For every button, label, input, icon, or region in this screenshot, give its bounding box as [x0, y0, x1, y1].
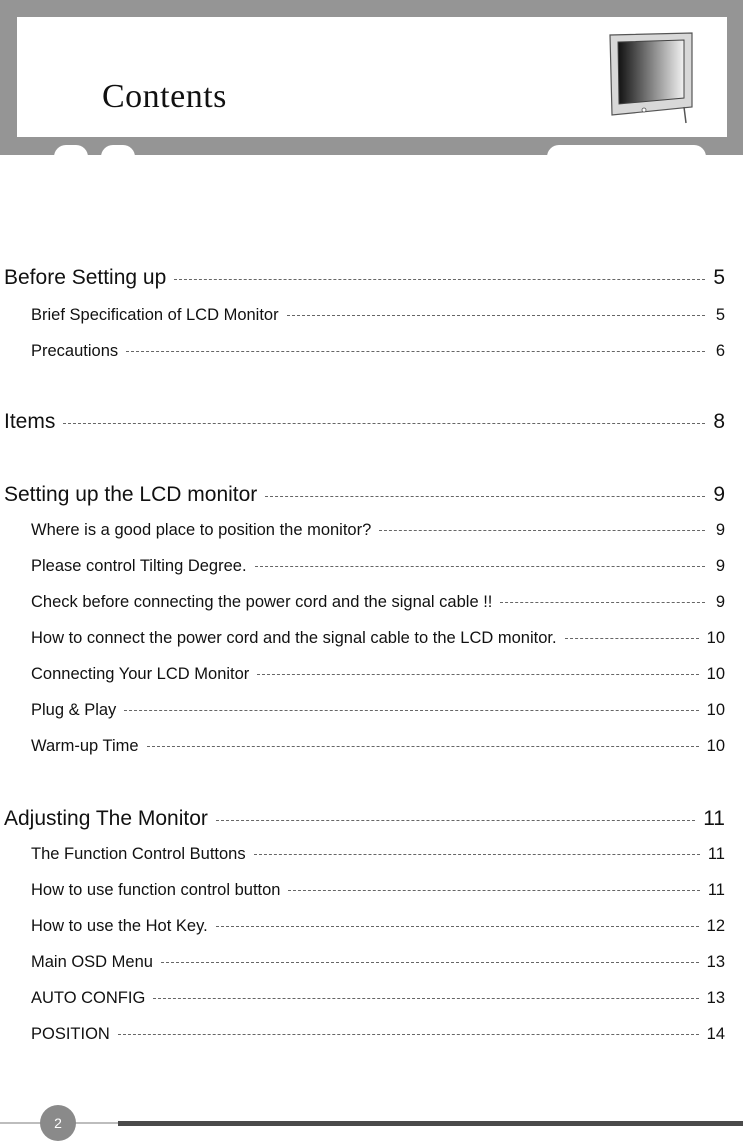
header-tab-3	[547, 145, 706, 165]
toc-item[interactable]	[31, 521, 725, 540]
toc-item-title: Check before connecting the power cord and the signal cable !!	[31, 593, 493, 611]
toc-item-title: Please control Tilting Degree.	[31, 557, 247, 575]
toc-item-title: Brief Specification of LCD Monitor	[31, 306, 279, 324]
toc-item[interactable]	[31, 953, 725, 972]
toc-item-page: 10	[706, 665, 725, 683]
toc-leader	[287, 315, 705, 316]
toc-section[interactable]	[4, 483, 725, 507]
toc-item[interactable]	[31, 917, 725, 936]
toc-item[interactable]	[31, 737, 725, 756]
header-tab-1	[54, 145, 88, 165]
toc-section-title: Items	[4, 410, 56, 433]
footer-rule	[118, 1121, 743, 1126]
toc-item-page: 9	[715, 557, 725, 575]
toc-item-title: Plug & Play	[31, 701, 117, 719]
toc-leader	[63, 423, 705, 424]
toc-item[interactable]	[31, 665, 725, 684]
toc-item-title: Connecting Your LCD Monitor	[31, 665, 250, 683]
toc-item-page: 10	[706, 701, 725, 719]
toc-leader	[118, 1034, 699, 1035]
toc-section[interactable]	[4, 807, 725, 831]
toc-section[interactable]	[4, 410, 725, 434]
toc-section-title: Setting up the LCD monitor	[4, 483, 258, 506]
toc-item[interactable]	[31, 989, 725, 1008]
toc-item-title: Main OSD Menu	[31, 953, 153, 971]
toc-item-title: Precautions	[31, 342, 119, 360]
toc-item[interactable]	[31, 1025, 725, 1044]
lcd-monitor-icon	[604, 31, 696, 125]
toc-item-page: 9	[715, 593, 725, 611]
toc-item-page: 9	[715, 521, 725, 539]
toc-leader	[147, 746, 699, 747]
toc-item-page: 12	[706, 917, 725, 935]
toc-item-title: AUTO CONFIG	[31, 989, 146, 1007]
page-number: 2	[54, 1115, 62, 1131]
toc-item[interactable]	[31, 306, 725, 325]
toc-item-page: 13	[706, 989, 725, 1007]
toc-leader	[254, 854, 700, 855]
toc-item[interactable]	[31, 557, 725, 576]
toc-item-page: 14	[706, 1025, 725, 1043]
toc-section-page: 9	[713, 483, 725, 506]
toc-item-title: POSITION	[31, 1025, 110, 1043]
toc-leader	[216, 820, 695, 821]
toc-item-page: 10	[706, 737, 725, 755]
toc-item-title: How to connect the power cord and the signal cable to the LCD monitor.	[31, 629, 557, 647]
toc-item-title: How to use the Hot Key.	[31, 917, 208, 935]
toc-leader	[216, 926, 699, 927]
toc-leader	[288, 890, 699, 891]
toc-section[interactable]	[4, 266, 725, 290]
toc-item-page: 5	[715, 306, 725, 324]
toc-item-page: 13	[706, 953, 725, 971]
toc-item[interactable]	[31, 845, 725, 864]
toc-leader	[153, 998, 698, 999]
toc-item-title: How to use function control button	[31, 881, 281, 899]
page-number-badge	[40, 1105, 76, 1141]
toc-leader	[565, 638, 699, 639]
toc-leader	[379, 530, 705, 531]
toc-item-page: 11	[707, 881, 725, 899]
toc-item-title: The Function Control Buttons	[31, 845, 246, 863]
toc-item[interactable]	[31, 593, 725, 612]
toc-leader	[126, 351, 705, 352]
toc-item[interactable]	[31, 342, 725, 361]
toc-leader	[161, 962, 699, 963]
toc-leader	[255, 566, 705, 567]
toc-section-title: Before Setting up	[4, 266, 167, 289]
toc-section-page: 11	[703, 807, 725, 830]
toc-section-page: 8	[713, 410, 725, 433]
toc-item-title: Warm-up Time	[31, 737, 139, 755]
header-tab-2	[101, 145, 135, 165]
toc-section-page: 5	[713, 266, 725, 289]
toc-leader	[265, 496, 705, 497]
toc-item-page: 6	[715, 342, 725, 360]
toc-section-title: Adjusting The Monitor	[4, 807, 208, 830]
toc-item-page: 11	[707, 845, 725, 863]
toc-item[interactable]	[31, 881, 725, 900]
toc-leader	[257, 674, 698, 675]
toc-item[interactable]	[31, 629, 725, 648]
toc-leader	[500, 602, 705, 603]
toc-item-page: 10	[706, 629, 725, 647]
page-title: Contents	[102, 78, 227, 115]
toc-item-title: Where is a good place to position the monitor?	[31, 521, 372, 539]
toc-leader	[124, 710, 698, 711]
toc-item[interactable]	[31, 701, 725, 720]
toc-leader	[174, 279, 705, 280]
